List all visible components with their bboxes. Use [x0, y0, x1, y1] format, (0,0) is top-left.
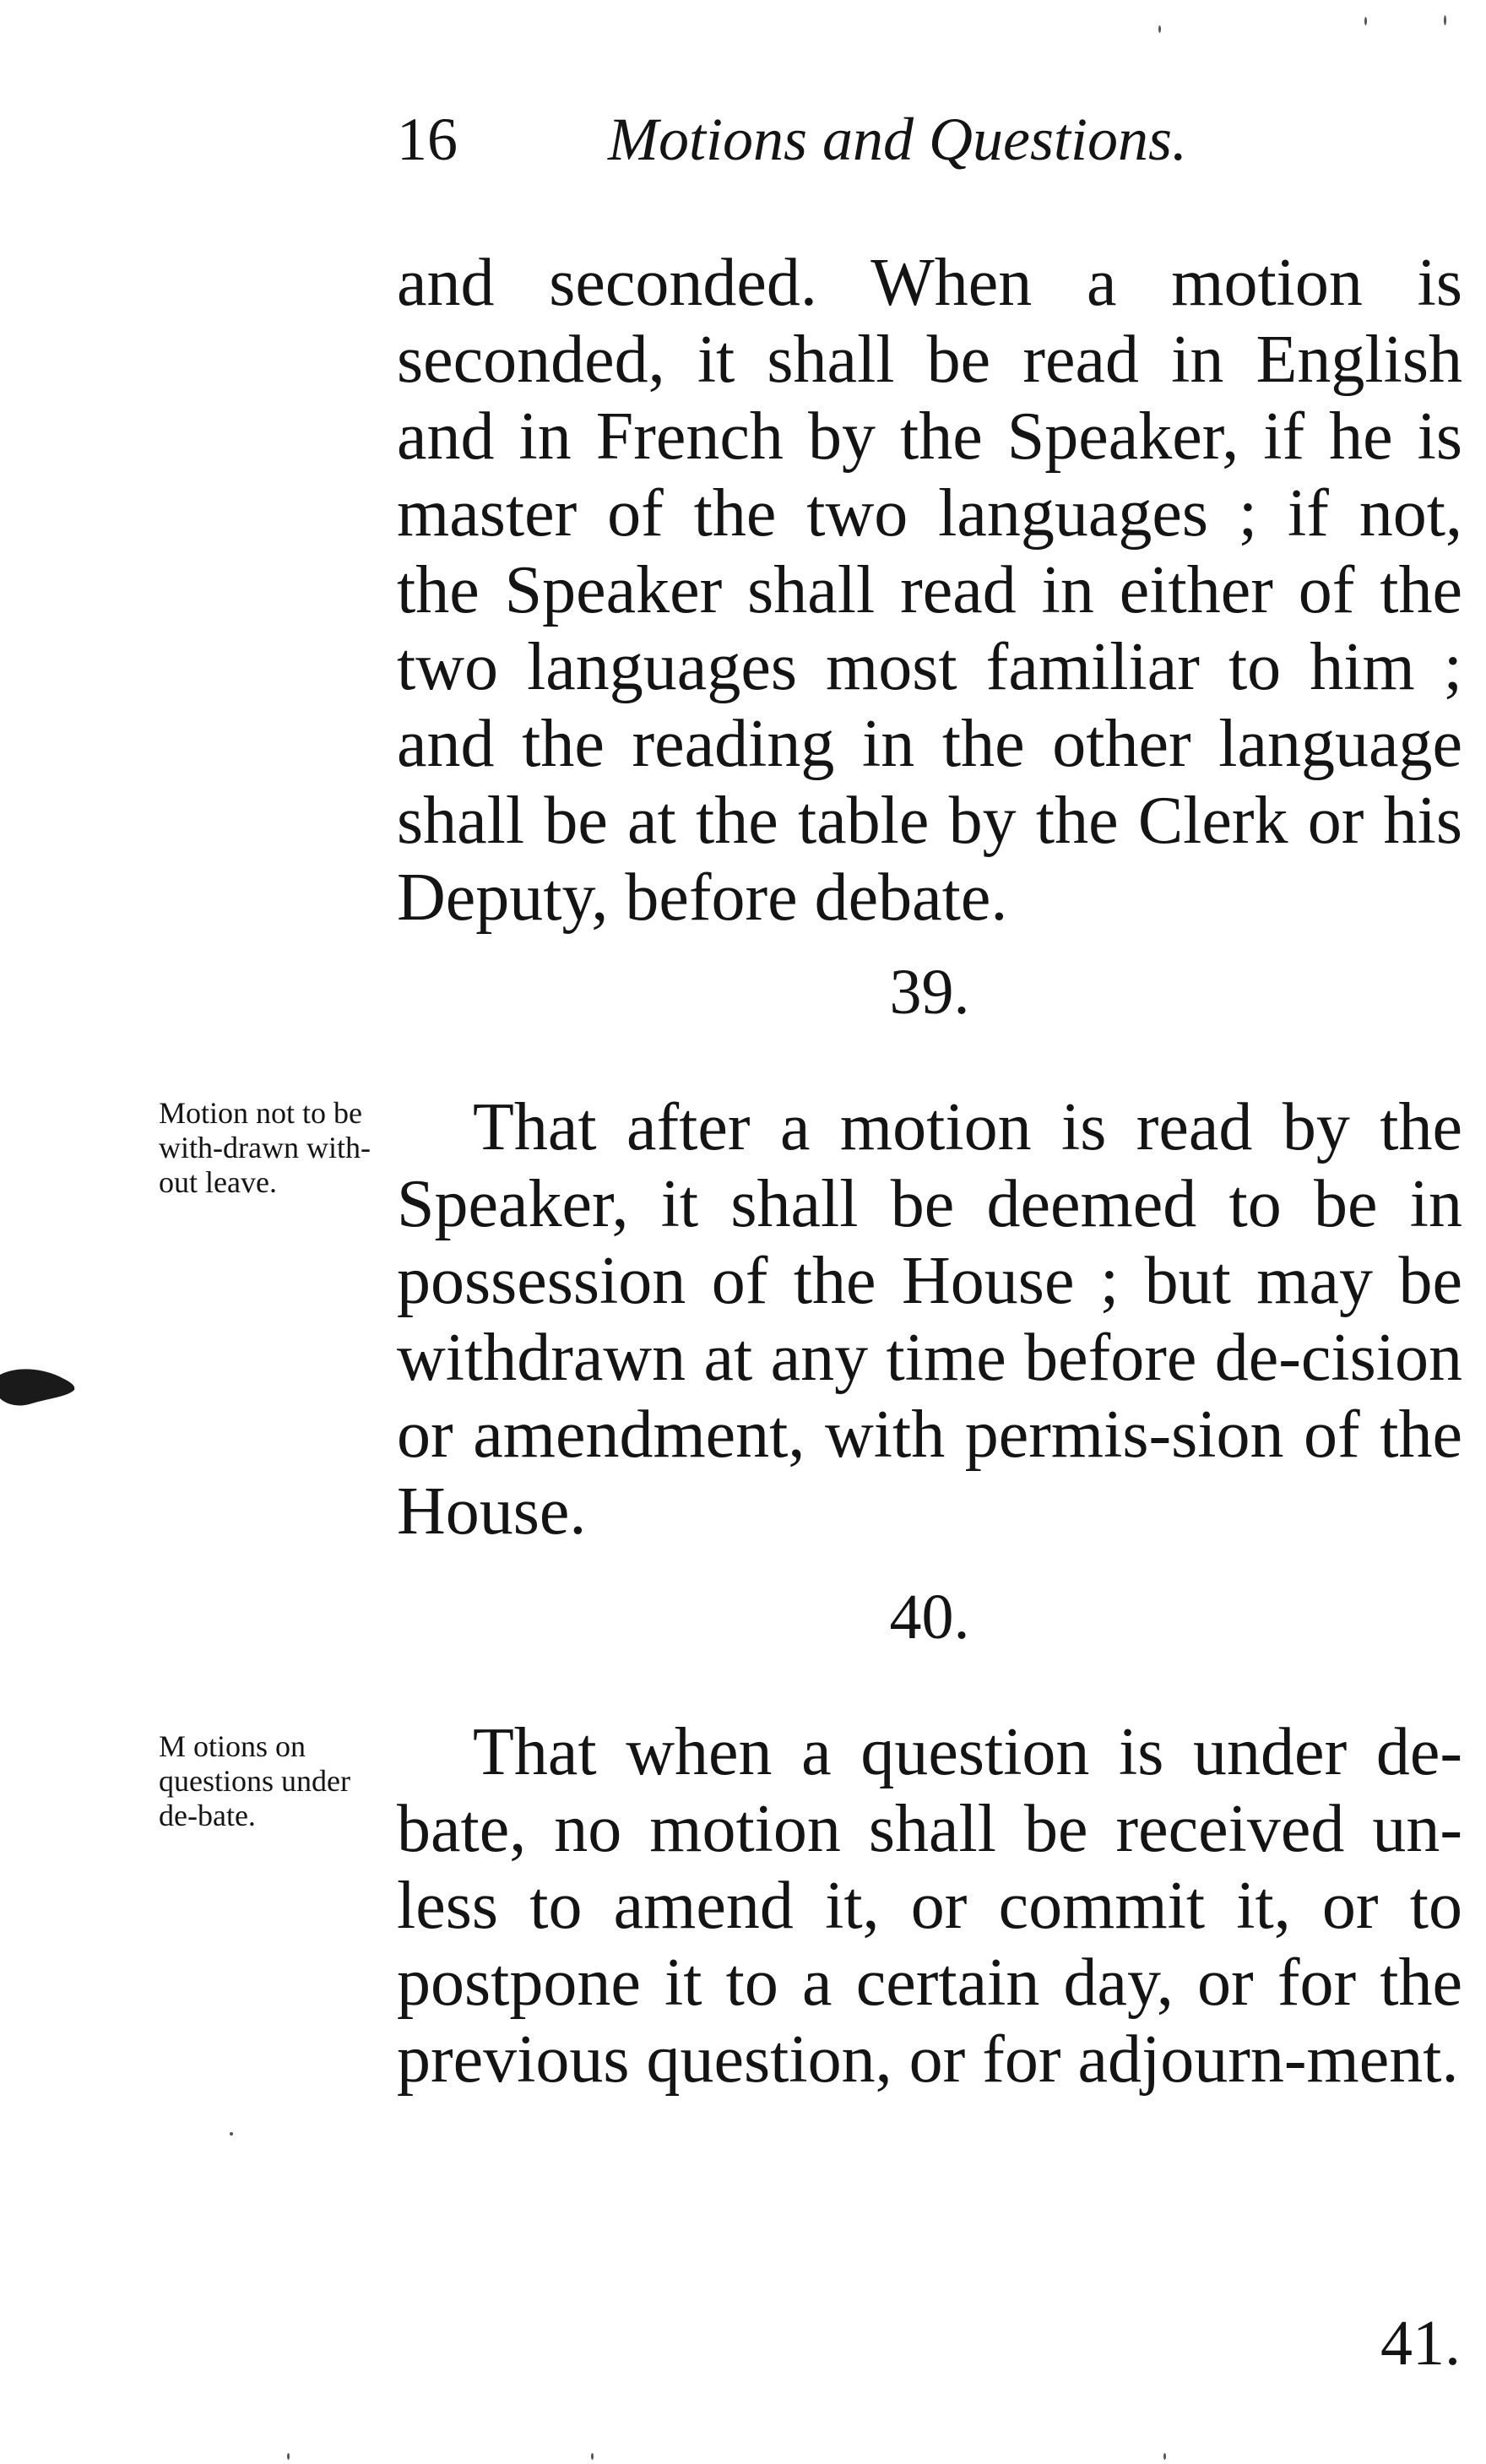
marginal-note-40: M otions on questions under de-bate. [159, 1729, 350, 1832]
section-39-paragraph: That after a motion is read by the Speaker, it shall be deemed to be in possession of the House ; but may be withdrawn at any time before de-cision or amendment, with permis-sion of the House. [397, 1090, 1462, 1549]
continued-paragraph: and seconded. When a motion is seconded, it shall be read in English and in French by the Speaker, if he is master of the two languages ; if not, the Speaker shall read in either of the two languages most familiar to him ; and the reading in the other language shall be at the table by the Clerk or his Deputy, before debate. [397, 246, 1462, 935]
section-number-40: 40. [889, 1582, 970, 1653]
scan-speck [591, 2453, 594, 2460]
section-40-paragraph: That when a question is under de-bate, no motion shall be received un-less to amend it, or commit it, or to postpone it to a certain day, or for the previous question, or for adjourn-ment. [397, 1715, 1462, 2097]
marginal-note-39: Motion not to be with-drawn with-out leave. [159, 1096, 371, 1199]
scan-speck [1158, 25, 1161, 33]
section-number-39: 39. [889, 957, 970, 1028]
scan-speck [287, 2453, 290, 2460]
ink-blot-mark [0, 1360, 78, 1410]
running-title: Motions and Questions. [608, 106, 1188, 173]
running-head [397, 101, 1461, 177]
scan-speck [230, 2132, 233, 2136]
catchword: 41. [1380, 2308, 1461, 2379]
scan-speck [1364, 17, 1367, 25]
page-number: 16 [397, 106, 458, 173]
scan-speck [1444, 15, 1446, 25]
scan-speck [1163, 2453, 1166, 2460]
